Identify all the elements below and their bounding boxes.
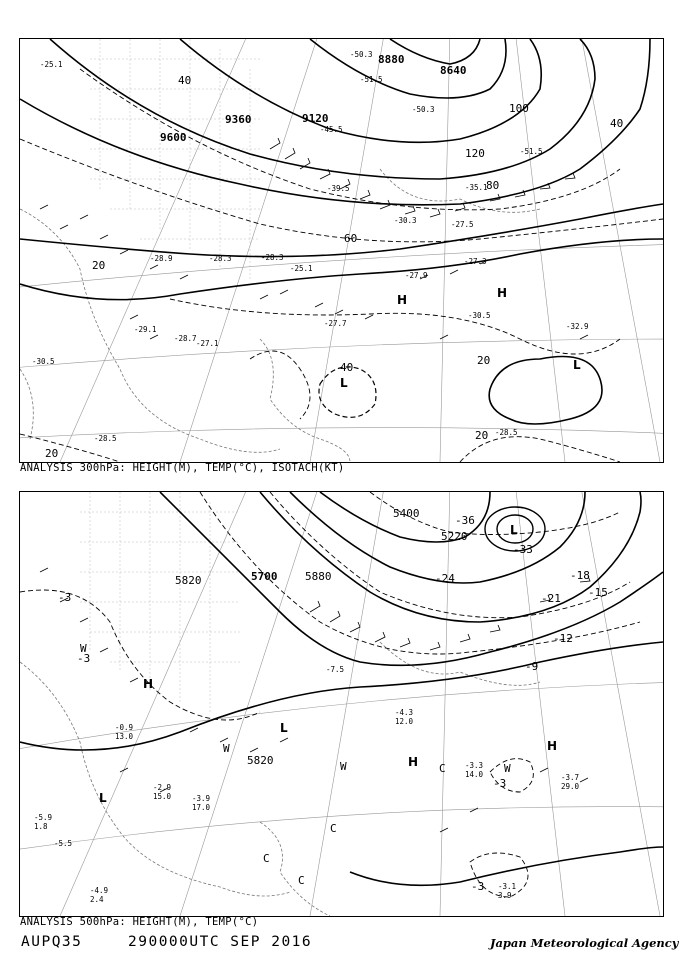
height-label: 5820 bbox=[175, 574, 202, 587]
height-label: 5700 bbox=[251, 570, 278, 583]
station-temp: -27.9 bbox=[405, 271, 428, 280]
station-value: -5.5 bbox=[54, 839, 73, 848]
map-500hpa-caption: ANALYSIS 500hPa: HEIGHT(M), TEMP(°C) bbox=[20, 916, 259, 928]
isoline-label: -3 bbox=[493, 777, 507, 790]
station-temp: -28.5 bbox=[495, 428, 518, 437]
high-symbol: H bbox=[497, 286, 508, 300]
low-symbol: L bbox=[280, 721, 288, 735]
station-temp: -28.9 bbox=[150, 254, 173, 263]
isotach-label: 20 bbox=[477, 354, 491, 367]
station-temp: -27.3 bbox=[464, 257, 487, 266]
station-value: 29.0 bbox=[561, 782, 580, 791]
station-temp: -51.5 bbox=[360, 75, 383, 84]
station-temp: -45.5 bbox=[320, 125, 343, 134]
isoline-label: -15 bbox=[588, 586, 608, 599]
low-contour-south bbox=[319, 367, 376, 417]
station-value: -0.9 bbox=[115, 723, 134, 732]
map-300hpa-caption: ANALYSIS 300hPa: HEIGHT(M), TEMP(°C), ISOTACH(KT) bbox=[20, 462, 345, 474]
low-symbol: L bbox=[340, 376, 348, 390]
isoline-label: -36 bbox=[455, 514, 475, 527]
isotach-label: 100 bbox=[509, 102, 529, 115]
station-value: 14.0 bbox=[465, 770, 484, 779]
map-300hpa bbox=[19, 38, 664, 463]
station-temp: -27.5 bbox=[451, 220, 474, 229]
coastline bbox=[20, 642, 540, 916]
station-temp: -39.5 bbox=[327, 184, 350, 193]
warm-mark: W bbox=[223, 742, 230, 755]
height-label: 5880 bbox=[305, 570, 332, 583]
agency-name: Japan Meteorological Agency bbox=[490, 936, 679, 950]
height-label: 5400 bbox=[393, 507, 420, 520]
map-500hpa bbox=[19, 491, 664, 917]
station-value: -3.9 bbox=[192, 794, 211, 803]
graticule bbox=[20, 492, 663, 916]
isotach-label: 40 bbox=[178, 74, 192, 87]
isoline-label: -9 bbox=[525, 660, 539, 673]
station-temp: -30.3 bbox=[394, 216, 417, 225]
station-value: 1.8 bbox=[34, 822, 48, 831]
height-label: 8640 bbox=[440, 64, 467, 77]
grid-patch bbox=[80, 492, 240, 712]
isotach-label: 20 bbox=[45, 447, 59, 460]
isotach-label: 60 bbox=[344, 232, 358, 245]
station-temp: -28.3 bbox=[261, 253, 284, 262]
height-contours bbox=[20, 492, 663, 885]
high-symbol: H bbox=[408, 755, 419, 769]
station-value: -3.3 bbox=[465, 761, 484, 770]
cold-mark: C bbox=[298, 874, 305, 887]
isotach-label: 40 bbox=[340, 361, 354, 374]
station-temp: -25.1 bbox=[40, 60, 63, 69]
station-temp: -32.9 bbox=[566, 322, 589, 331]
station-value: -7.5 bbox=[326, 665, 345, 674]
station-temp: -28.7 bbox=[174, 334, 197, 343]
valid-time: 290000UTC SEP 2016 bbox=[128, 934, 313, 950]
cold-mark: C bbox=[439, 762, 446, 775]
low-symbol: L bbox=[573, 358, 581, 372]
height-label: 9600 bbox=[160, 131, 187, 144]
isoline-label: -3 bbox=[58, 591, 72, 604]
map-500hpa-canvas bbox=[20, 492, 663, 916]
height-label: 9360 bbox=[225, 113, 252, 126]
station-value: -2.9 bbox=[153, 783, 172, 792]
cold-mark: C bbox=[263, 852, 270, 865]
station-value: -3.7 bbox=[561, 773, 580, 782]
low-symbol: L bbox=[99, 791, 107, 805]
station-temp: -50.3 bbox=[350, 50, 373, 59]
isoline-label: -24 bbox=[435, 572, 455, 585]
station-temp: -30.5 bbox=[32, 357, 55, 366]
isotach-label: 80 bbox=[486, 179, 500, 192]
isoline-label: -33 bbox=[513, 543, 533, 556]
station-temp: -27.7 bbox=[324, 319, 347, 328]
station-temp: -25.1 bbox=[290, 264, 313, 273]
warm-mark: W bbox=[340, 760, 347, 773]
low-symbol: L bbox=[510, 523, 518, 537]
station-value: 15.0 bbox=[153, 792, 172, 801]
isoline-label: -3 bbox=[77, 652, 91, 665]
high-symbol: H bbox=[547, 739, 558, 753]
station-temp: -50.3 bbox=[412, 105, 435, 114]
station-value: -4.9 bbox=[90, 886, 109, 895]
isotach-label: 120 bbox=[465, 147, 485, 160]
station-value: -5.9 bbox=[34, 813, 53, 822]
isotach-label: 40 bbox=[610, 117, 624, 130]
wind-barbs bbox=[40, 568, 590, 832]
isoline-label: -12 bbox=[553, 632, 573, 645]
low-contour-east bbox=[489, 357, 602, 425]
warm-mark: W bbox=[80, 642, 87, 655]
station-value: 2.4 bbox=[90, 895, 104, 904]
station-temp: -28.3 bbox=[209, 254, 232, 263]
station-value: 3.9 bbox=[498, 891, 512, 900]
height-label: 5220 bbox=[441, 530, 468, 543]
height-label: 9120 bbox=[302, 112, 329, 125]
height-contours bbox=[20, 39, 663, 300]
high-symbol: H bbox=[397, 293, 408, 307]
chart-id: AUPQ35 bbox=[21, 934, 83, 950]
station-temp: -35.1 bbox=[465, 183, 488, 192]
station-value: 17.0 bbox=[192, 803, 211, 812]
station-value: -4.3 bbox=[395, 708, 414, 717]
station-temp: -29.1 bbox=[134, 325, 157, 334]
isoline-label: -3 bbox=[471, 880, 485, 893]
station-value: 12.0 bbox=[395, 717, 414, 726]
station-temp: -28.5 bbox=[94, 434, 117, 443]
station-temp: -27.1 bbox=[196, 339, 219, 348]
map-300hpa-canvas bbox=[20, 39, 663, 462]
isoline-label: -18 bbox=[570, 569, 590, 582]
isotach-label: 20 bbox=[92, 259, 106, 272]
isotach-label: 20 bbox=[475, 429, 489, 442]
height-label: 5820 bbox=[247, 754, 274, 767]
coastline bbox=[20, 169, 540, 462]
high-symbol: H bbox=[143, 677, 154, 691]
warm-mark: W bbox=[504, 762, 511, 775]
station-temp: -30.5 bbox=[468, 311, 491, 320]
station-value: -3.1 bbox=[498, 882, 517, 891]
cold-mark: C bbox=[330, 822, 337, 835]
temperature-isolines bbox=[20, 492, 640, 897]
height-label: 8880 bbox=[378, 53, 405, 66]
graticule bbox=[20, 39, 663, 462]
station-temp: -51.5 bbox=[520, 147, 543, 156]
station-value: 13.0 bbox=[115, 732, 134, 741]
isoline-label: -21 bbox=[541, 592, 561, 605]
